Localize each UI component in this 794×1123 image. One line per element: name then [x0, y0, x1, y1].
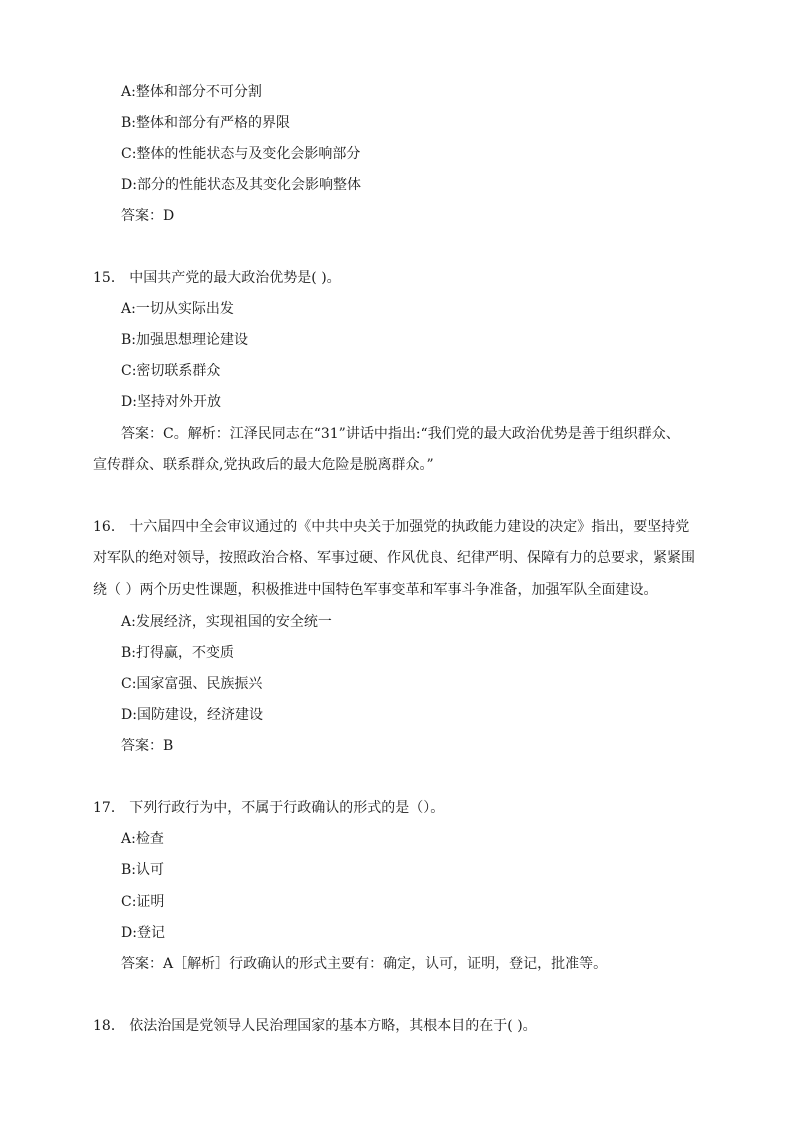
q16-option-c: C:国家富强、民族振兴: [121, 676, 263, 692]
q17-text: 下列行政行为中，不属于行政确认的形式的是（）。: [129, 800, 445, 816]
q15-answer-line-2: 宣传群众、联系群众,党执政后的最大危险是脱离群众。”: [93, 457, 434, 473]
q14-option-d: D:部分的性能状态及其变化会影响整体: [121, 177, 361, 193]
q18-question: [93, 1016, 537, 1036]
q15-option-b: B:加强思想理论建设: [121, 332, 249, 348]
q16-option-a: A:发展经济，实现祖国的安全统一: [121, 614, 332, 630]
q14-option-a: A:整体和部分不可分割: [121, 84, 262, 100]
q15-option-d: D:坚持对外开放: [121, 394, 221, 410]
q15-option-a: A:一切从实际出发: [121, 301, 234, 317]
q17-option-a: A:检查: [121, 831, 164, 847]
q15-question: [93, 268, 341, 288]
q17-option-c: C:证明: [121, 894, 165, 910]
q14-option-b: B:整体和部分有严格的界限: [121, 115, 291, 131]
q14-answer: 答案：D: [121, 208, 175, 224]
q17-question: [93, 798, 444, 818]
q15-answer-line-1: 答案：C。解析：江泽民同志在“31”讲话中指出:“我们党的最大政治优势是善于组织群众、: [121, 426, 680, 442]
q16-option-b: B:打得赢，不变质: [121, 645, 235, 661]
q16-number: 16．: [93, 519, 125, 535]
q17-number: 17．: [93, 800, 125, 816]
q16-option-d: D:国防建设，经济建设: [121, 707, 263, 723]
q16-question-line-1: [93, 517, 689, 537]
q16-question-line-2: 对军队的绝对领导，按照政治合格、军事过硬、作风优良、纪律严明、保障有力的总要求，紧紧围: [93, 550, 695, 566]
q16-answer: 答案：B: [121, 738, 174, 754]
q14-option-c: C:整体的性能状态与及变化会影响部分: [121, 146, 361, 162]
q18-text: 依法治国是党领导人民治理国家的基本方略，其根本目的在于( )。: [129, 1018, 537, 1034]
q15-text: 中国共产党的最大政治优势是( )。: [129, 270, 341, 286]
q16-text-1: 十六届四中全会审议通过的《中共中央关于加强党的执政能力建设的决定》指出，要坚持党: [129, 519, 690, 535]
q17-option-b: B:认可: [121, 862, 165, 878]
q17-answer: 答案：A［解析］行政确认的形式主要有：确定，认可，证明，登记，批准等。: [121, 956, 608, 972]
q15-number: 15．: [93, 270, 125, 286]
q17-option-d: D:登记: [121, 925, 165, 941]
q15-option-c: C:密切联系群众: [121, 363, 221, 379]
q16-question-line-3: 绕（ ）两个历史性课题，积极推进中国特色军事变革和军事斗争准备，加强军队全面建设。: [93, 582, 658, 598]
q18-number: 18．: [93, 1018, 125, 1034]
